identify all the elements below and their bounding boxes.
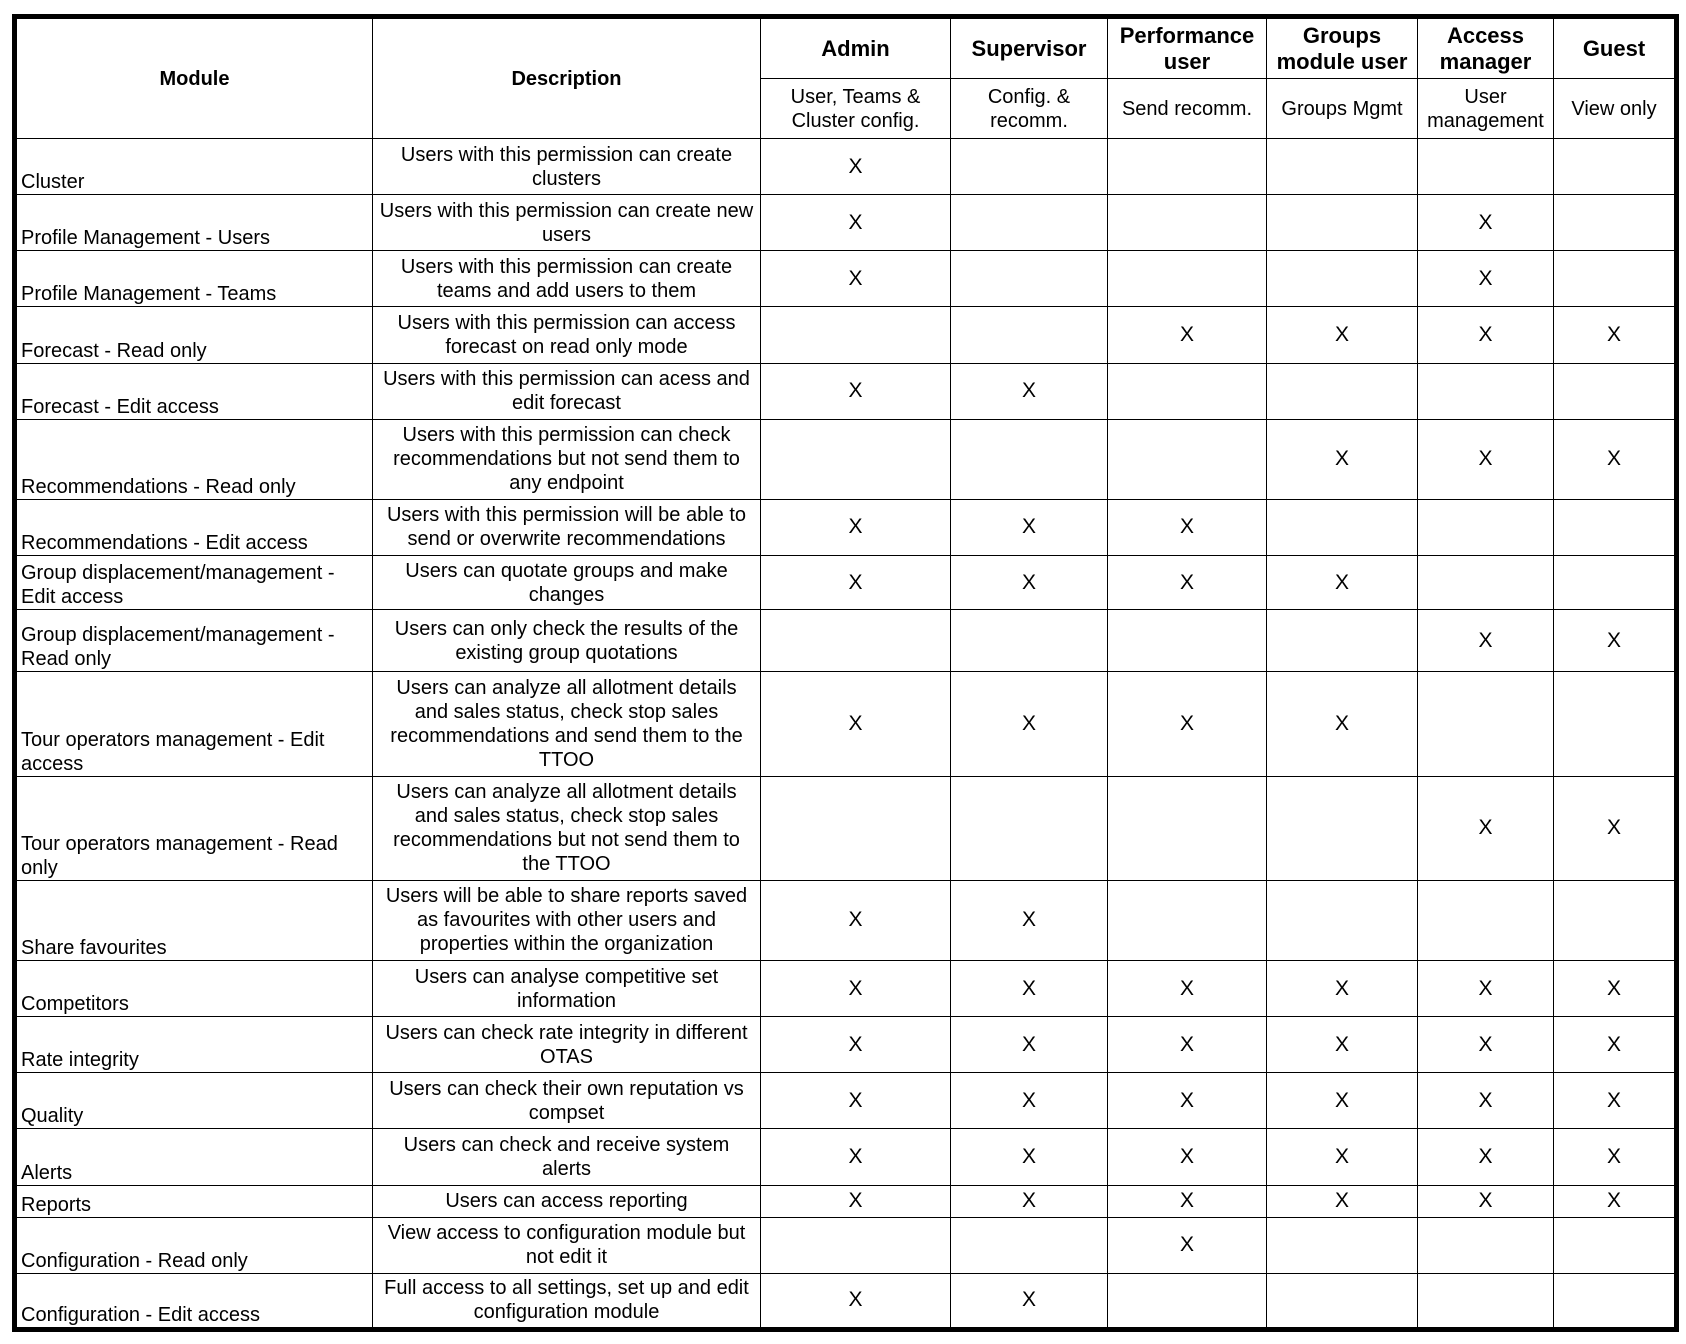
permission-mark-cell: X <box>951 880 1108 960</box>
module-cell: Alerts <box>15 1129 373 1185</box>
table-row <box>15 1073 1677 1129</box>
permission-mark-cell <box>761 419 951 499</box>
permission-mark-cell: X <box>1108 307 1267 363</box>
permission-mark-cell <box>761 307 951 363</box>
module-cell: Forecast - Edit access <box>15 363 373 419</box>
module-cell: Profile Management - Users <box>15 195 373 251</box>
permission-mark-cell: X <box>1108 1129 1267 1185</box>
permission-mark-cell: X <box>951 1273 1108 1329</box>
description-cell: View access to configuration module but not edit it <box>373 1217 761 1273</box>
table-row <box>15 251 1677 307</box>
module-cell: Group displacement/management - Edit access <box>15 556 373 610</box>
role-header-admin: Admin <box>761 17 951 79</box>
permission-mark-cell <box>1108 251 1267 307</box>
module-cell: Competitors <box>15 961 373 1017</box>
permission-mark-cell: X <box>761 1129 951 1185</box>
permission-mark-cell <box>1554 1217 1677 1273</box>
permission-mark-cell: X <box>1554 961 1677 1017</box>
permission-mark-cell <box>1267 776 1418 880</box>
module-cell: Configuration - Read only <box>15 1217 373 1273</box>
permission-mark-cell: X <box>761 880 951 960</box>
permission-mark-cell: X <box>1108 499 1267 555</box>
permission-mark-cell: X <box>1554 610 1677 672</box>
description-cell: Users can quotate groups and make changes <box>373 556 761 610</box>
permission-mark-cell: X <box>1267 1017 1418 1073</box>
description-column-header: Description <box>373 17 761 139</box>
permission-mark-cell: X <box>1418 1017 1554 1073</box>
module-cell: Tour operators management - Read only <box>15 776 373 880</box>
permission-mark-cell <box>951 1217 1108 1273</box>
permission-mark-cell: X <box>951 363 1108 419</box>
permission-mark-cell: X <box>951 556 1108 610</box>
permission-mark-cell <box>951 776 1108 880</box>
table-row <box>15 880 1677 960</box>
role-subtitle-admin: User, Teams & Cluster config. <box>761 79 951 139</box>
permission-mark-cell: X <box>761 672 951 776</box>
table-row <box>15 1185 1677 1217</box>
table-row <box>15 307 1677 363</box>
permission-mark-cell <box>1267 363 1418 419</box>
description-cell: Users with this permission can check recommendations but not send them to any endpoint <box>373 419 761 499</box>
module-cell: Reports <box>15 1185 373 1217</box>
permission-mark-cell: X <box>1554 1129 1677 1185</box>
role-header-performance-user: Performance user <box>1108 17 1267 79</box>
module-cell: Profile Management - Teams <box>15 251 373 307</box>
permission-mark-cell <box>761 610 951 672</box>
permission-mark-cell <box>1554 1273 1677 1329</box>
table-body <box>15 139 1677 1330</box>
description-cell: Users can analyse competitive set information <box>373 961 761 1017</box>
permission-mark-cell: X <box>1267 961 1418 1017</box>
description-cell: Users can analyze all allotment details and sales status, check stop sales recommendations but not send them to the TTOO <box>373 776 761 880</box>
role-subtitle-guest: View only <box>1554 79 1677 139</box>
permission-mark-cell: X <box>1108 1217 1267 1273</box>
description-cell: Full access to all settings, set up and edit configuration module <box>373 1273 761 1329</box>
table-row <box>15 1217 1677 1273</box>
permission-mark-cell <box>1108 363 1267 419</box>
permission-mark-cell: X <box>1554 419 1677 499</box>
permission-mark-cell <box>1267 139 1418 195</box>
permission-mark-cell <box>1554 556 1677 610</box>
module-cell: Cluster <box>15 139 373 195</box>
description-cell: Users will be able to share reports saved as favourites with other users and properties within the organization <box>373 880 761 960</box>
table-row <box>15 195 1677 251</box>
permission-mark-cell: X <box>1418 1073 1554 1129</box>
header-row-roles <box>15 17 1677 79</box>
permission-mark-cell: X <box>1267 419 1418 499</box>
description-cell: Users can check rate integrity in different OTAS <box>373 1017 761 1073</box>
role-header-access-manager: Access manager <box>1418 17 1554 79</box>
permission-mark-cell <box>1554 251 1677 307</box>
permission-mark-cell: X <box>1418 961 1554 1017</box>
permission-mark-cell <box>1267 251 1418 307</box>
permission-mark-cell: X <box>1418 251 1554 307</box>
permission-mark-cell: X <box>1418 195 1554 251</box>
permission-mark-cell: X <box>1267 672 1418 776</box>
permission-mark-cell <box>1418 880 1554 960</box>
permission-mark-cell <box>1108 419 1267 499</box>
permission-mark-cell: X <box>761 499 951 555</box>
table-row <box>15 1017 1677 1073</box>
description-cell: Users with this permission can acess and edit forecast <box>373 363 761 419</box>
permission-mark-cell: X <box>761 1273 951 1329</box>
permission-mark-cell <box>1418 363 1554 419</box>
permission-mark-cell <box>1418 1217 1554 1273</box>
description-cell: Users can check and receive system alerts <box>373 1129 761 1185</box>
description-cell: Users can access reporting <box>373 1185 761 1217</box>
permission-mark-cell: X <box>1554 1185 1677 1217</box>
table-row <box>15 961 1677 1017</box>
permission-mark-cell: X <box>761 556 951 610</box>
description-cell: Users can only check the results of the existing group quotations <box>373 610 761 672</box>
module-column-header: Module <box>15 17 373 139</box>
permission-mark-cell: X <box>951 1185 1108 1217</box>
permission-mark-cell: X <box>951 672 1108 776</box>
permission-mark-cell <box>1267 880 1418 960</box>
permission-mark-cell <box>761 776 951 880</box>
module-cell: Configuration - Edit access <box>15 1273 373 1329</box>
description-cell: Users with this permission can create new users <box>373 195 761 251</box>
permission-mark-cell <box>1108 610 1267 672</box>
role-header-supervisor: Supervisor <box>951 17 1108 79</box>
permission-mark-cell <box>1554 195 1677 251</box>
permission-mark-cell <box>1108 776 1267 880</box>
permission-mark-cell <box>951 419 1108 499</box>
table-row <box>15 363 1677 419</box>
permission-mark-cell: X <box>761 1073 951 1129</box>
permission-mark-cell: X <box>1108 1073 1267 1129</box>
permission-mark-cell: X <box>951 1073 1108 1129</box>
permission-mark-cell: X <box>1267 1185 1418 1217</box>
permission-mark-cell <box>1418 1273 1554 1329</box>
role-header-guest: Guest <box>1554 17 1677 79</box>
permission-mark-cell: X <box>1554 1073 1677 1129</box>
permission-mark-cell: X <box>951 1129 1108 1185</box>
table-row <box>15 556 1677 610</box>
role-subtitle-supervisor: Config. & recomm. <box>951 79 1108 139</box>
table-row <box>15 672 1677 776</box>
permission-mark-cell: X <box>951 1017 1108 1073</box>
permission-mark-cell: X <box>761 251 951 307</box>
permission-mark-cell <box>951 307 1108 363</box>
permission-mark-cell <box>1108 195 1267 251</box>
role-subtitle-access-manager: User management <box>1418 79 1554 139</box>
permission-mark-cell <box>1554 139 1677 195</box>
description-cell: Users with this permission can create clusters <box>373 139 761 195</box>
permission-mark-cell <box>951 195 1108 251</box>
module-cell: Quality <box>15 1073 373 1129</box>
description-cell: Users with this permission can create teams and add users to them <box>373 251 761 307</box>
permission-mark-cell <box>1554 672 1677 776</box>
role-subtitle-performance-user: Send recomm. <box>1108 79 1267 139</box>
permission-mark-cell <box>951 139 1108 195</box>
permission-mark-cell <box>1418 139 1554 195</box>
role-subtitle-groups-module-user: Groups Mgmt <box>1267 79 1418 139</box>
permission-mark-cell <box>1267 195 1418 251</box>
permission-mark-cell: X <box>761 139 951 195</box>
permission-mark-cell <box>1267 1273 1418 1329</box>
permission-mark-cell <box>1418 556 1554 610</box>
permission-mark-cell: X <box>1418 419 1554 499</box>
permission-mark-cell: X <box>1418 1185 1554 1217</box>
description-cell: Users with this permission will be able to send or overwrite recommendations <box>373 499 761 555</box>
permission-mark-cell: X <box>1554 307 1677 363</box>
permission-mark-cell: X <box>951 499 1108 555</box>
permission-mark-cell: X <box>1418 610 1554 672</box>
permission-mark-cell <box>1267 499 1418 555</box>
table-row <box>15 1129 1677 1185</box>
permission-mark-cell: X <box>761 195 951 251</box>
permission-mark-cell: X <box>1267 307 1418 363</box>
permission-mark-cell: X <box>761 1017 951 1073</box>
description-cell: Users can analyze all allotment details and sales status, check stop sales recommendations and send them to the TTOO <box>373 672 761 776</box>
module-cell: Rate integrity <box>15 1017 373 1073</box>
description-cell: Users can check their own reputation vs compset <box>373 1073 761 1129</box>
table-header <box>15 17 1677 139</box>
permission-mark-cell: X <box>761 961 951 1017</box>
permission-mark-cell <box>1554 880 1677 960</box>
module-cell: Recommendations - Edit access <box>15 499 373 555</box>
permission-mark-cell: X <box>1108 672 1267 776</box>
permission-mark-cell: X <box>1108 556 1267 610</box>
table-row <box>15 776 1677 880</box>
permission-mark-cell <box>761 1217 951 1273</box>
permission-mark-cell: X <box>951 961 1108 1017</box>
permission-mark-cell <box>1108 1273 1267 1329</box>
module-cell: Tour operators management - Edit access <box>15 672 373 776</box>
permission-mark-cell: X <box>761 1185 951 1217</box>
permission-mark-cell: X <box>1554 1017 1677 1073</box>
permission-mark-cell: X <box>1418 307 1554 363</box>
table-row <box>15 419 1677 499</box>
permission-mark-cell <box>1267 1217 1418 1273</box>
permission-mark-cell <box>1554 499 1677 555</box>
permission-mark-cell: X <box>1267 1073 1418 1129</box>
table-row <box>15 610 1677 672</box>
permission-mark-cell <box>951 610 1108 672</box>
module-cell: Recommendations - Read only <box>15 419 373 499</box>
description-cell: Users with this permission can access forecast on read only mode <box>373 307 761 363</box>
permission-mark-cell: X <box>1418 776 1554 880</box>
permission-mark-cell: X <box>1108 1185 1267 1217</box>
role-header-groups-module-user: Groups module user <box>1267 17 1418 79</box>
permission-mark-cell <box>1418 672 1554 776</box>
permission-mark-cell: X <box>1108 1017 1267 1073</box>
permission-mark-cell <box>1554 363 1677 419</box>
permission-mark-cell: X <box>1554 776 1677 880</box>
permission-mark-cell: X <box>1418 1129 1554 1185</box>
module-cell: Forecast - Read only <box>15 307 373 363</box>
permission-mark-cell <box>1108 139 1267 195</box>
permission-mark-cell <box>1108 880 1267 960</box>
module-cell: Share favourites <box>15 880 373 960</box>
permission-mark-cell <box>1267 610 1418 672</box>
permission-mark-cell <box>951 251 1108 307</box>
permission-mark-cell: X <box>761 363 951 419</box>
table-row <box>15 1273 1677 1329</box>
permission-mark-cell: X <box>1267 1129 1418 1185</box>
permission-mark-cell <box>1418 499 1554 555</box>
permission-mark-cell: X <box>1108 961 1267 1017</box>
table-row <box>15 499 1677 555</box>
permissions-table <box>12 14 1679 1332</box>
module-cell: Group displacement/management - Read only <box>15 610 373 672</box>
table-row <box>15 139 1677 195</box>
permission-mark-cell: X <box>1267 556 1418 610</box>
